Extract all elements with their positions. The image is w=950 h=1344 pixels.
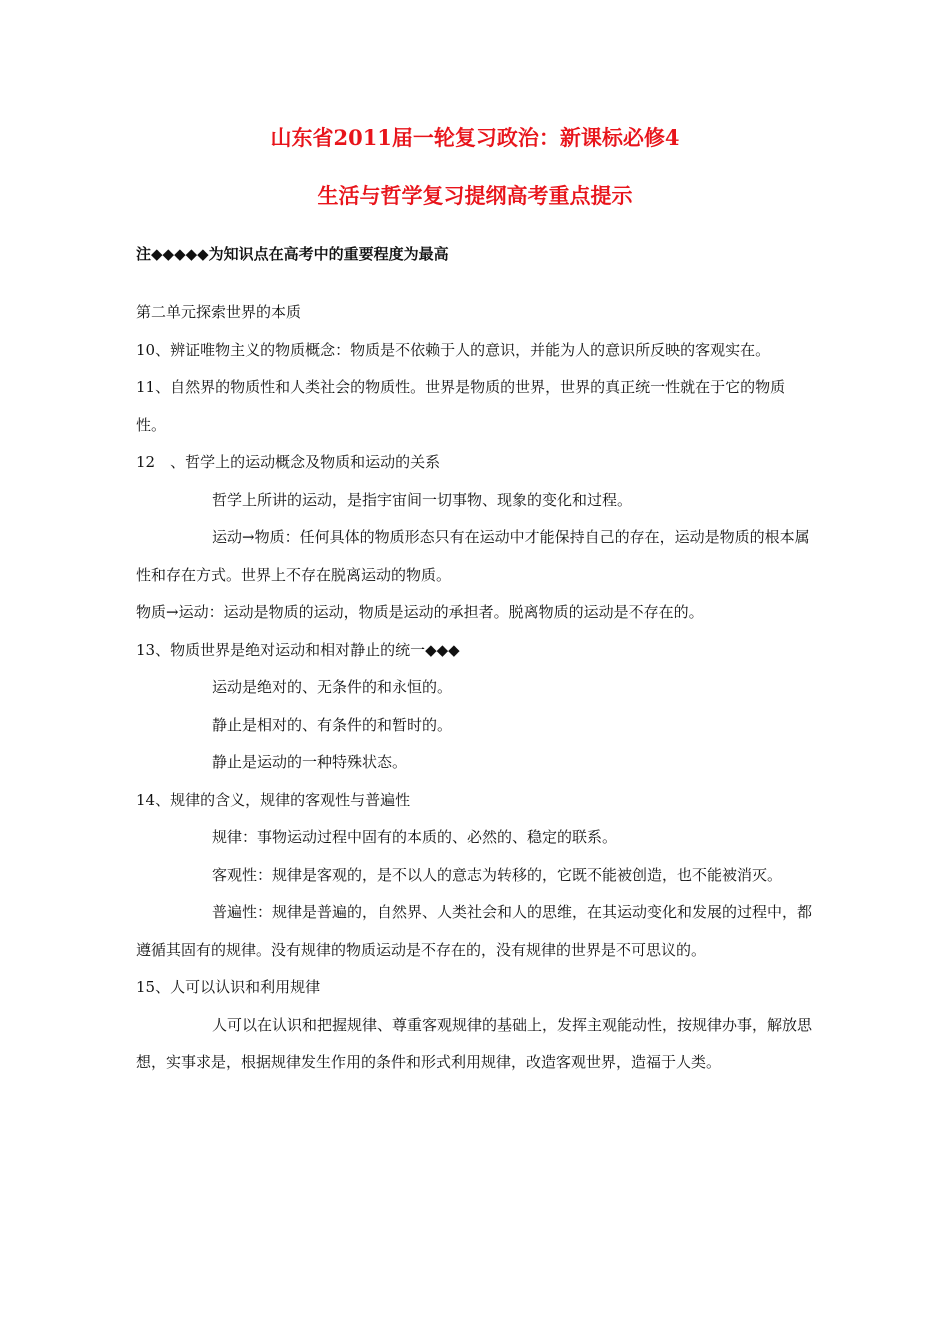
paragraph-13-absolute-motion: 运动是绝对的、无条件的和永恒的。: [212, 678, 453, 696]
paragraph-12-motion-definition: 哲学上所讲的运动，是指宇宙间一切事物、现象的变化和过程。: [212, 490, 633, 509]
paragraph-12: 12 、哲学上的运动概念及物质和运动的关系: [136, 453, 441, 471]
document-body: [136, 294, 812, 1082]
paragraph-13-relative-rest: 静止是相对的、有条件的和暂时的。: [212, 715, 453, 734]
paragraph-14-universality: 普遍性：规律是普遍的，自然界、人类社会和人的思维，在其运动变化和发展的过程中，都遵循其固有的规律。没有规律的物质运动是不存在的，没有规律的世界是不可思议的。: [136, 903, 813, 959]
paragraph-15-use-laws: 人可以在认识和把握规律、尊重客观规律的基础上，发挥主观能动性，按规律办事，解放思想，实事求是，根据规律发生作用的条件和形式利用规律，改造客观世界，造福于人类。: [136, 1015, 813, 1071]
paragraph-13: 13、物质世界是绝对运动和相对静止的统一◆◆◆: [136, 640, 460, 659]
paragraph-14: 14、规律的含义，规律的客观性与普遍性: [136, 790, 411, 809]
paragraph-12-motion-to-matter: 运动→物质：任何具体的物质形态只有在运动中才能保持自己的存在，运动是物质的根本属性和存在方式。世界上不存在脱离运动的物质。: [136, 528, 810, 584]
paragraph-12-matter-to-motion: 物质→运动：运动是物质的运动，物质是运动的承担者。脱离物质的运动是不存在的。: [136, 603, 704, 621]
unit-heading: 第二单元探索世界的本质: [136, 303, 302, 321]
paragraph-15: 15、人可以认识和利用规律: [136, 978, 321, 996]
importance-note: 注◆◆◆◆◆为知识点在高考中的重要程度为最高: [136, 245, 449, 263]
paragraph-10: 10、辨证唯物主义的物质概念：物质是不依赖于人的意识，并能为人的意识所反映的客观实在。: [136, 340, 771, 359]
paragraph-13-rest-state: 静止是运动的一种特殊状态。: [212, 753, 408, 771]
paragraph-14-law-definition: 规律：事物运动过程中固有的本质的、必然的、稳定的联系。: [212, 828, 618, 846]
paragraph-11: 11、自然界的物质性和人类社会的物质性。世界是物质的世界，世界的真正统一性就在于它的物质性。: [136, 378, 786, 434]
document-title-line-2: 生活与哲学复习提纲高考重点提示: [317, 183, 633, 208]
paragraph-14-objectivity: 客观性：规律是客观的，是不以人的意志为转移的，它既不能被创造，也不能被消灭。: [212, 865, 783, 884]
document-title-line-1: 山东省2011届一轮复习政治：新课标必修4: [270, 125, 680, 150]
